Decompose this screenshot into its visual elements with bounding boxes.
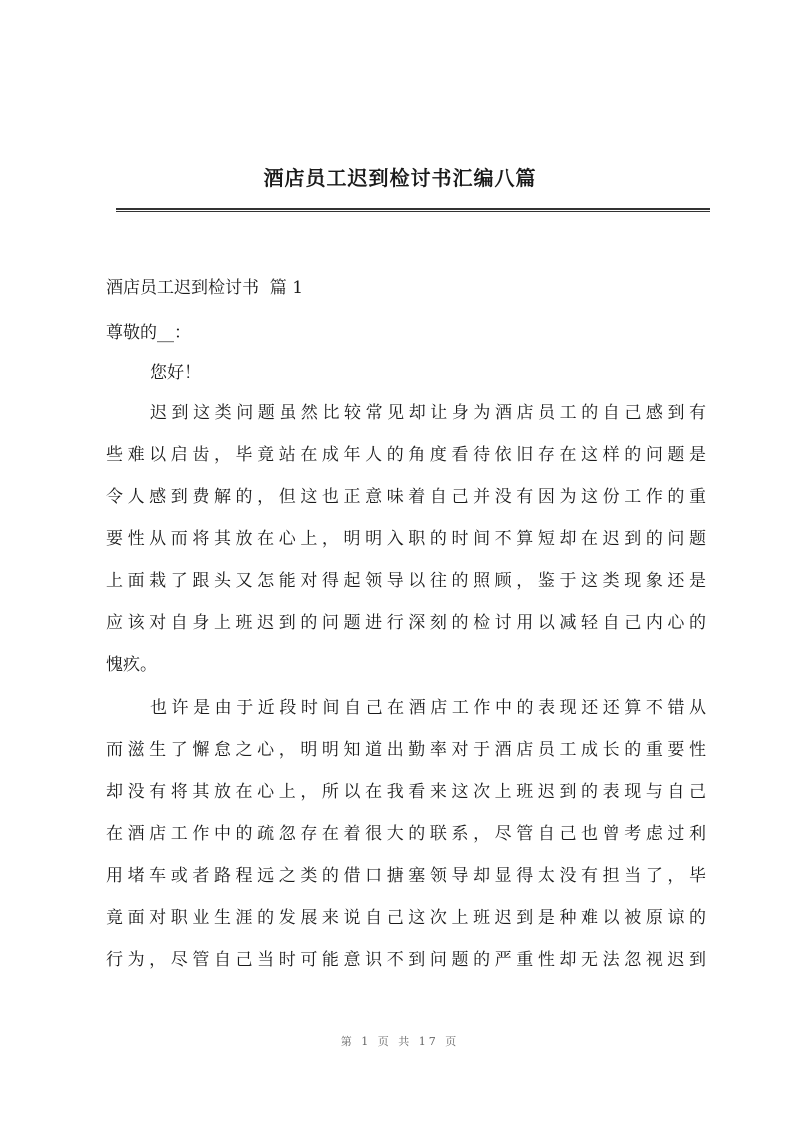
paragraph-2-line: 竟面对职业生涯的发展来说自己这次上班迟到是种难以被原谅的 [106,908,706,928]
page-number-footer: 第 1 页 共 17 页 [340,1035,460,1048]
paragraph-2-line: 在酒店工作中的疏忽存在着很大的联系，尽管自己也曾考虑过利 [106,824,706,844]
paragraph-1-line: 令人感到费解的，但这也正意味着自己并没有因为这份工作的重 [106,487,706,507]
salutation: 尊敬的__： [106,323,191,343]
title-divider [116,208,710,212]
paragraph-1-line: 要性从而将其放在心上，明明入职的时间不算短却在迟到的问题 [106,529,706,549]
paragraph-2-line: 行为，尽管自己当时可能意识不到问题的严重性却无法忽视迟到 [106,950,706,970]
page-title: 酒店员工迟到检讨书汇编八篇 [263,166,537,190]
paragraph-1-line: 迟到这类问题虽然比较常见却让身为酒店员工的自己感到有 [150,403,706,423]
paragraph-2-line: 而滋生了懈怠之心，明明知道出勤率对于酒店员工成长的重要性 [106,740,706,760]
greeting: 您好！ [150,363,201,383]
paragraph-1-line: 些难以启齿，毕竟站在成年人的角度看待依旧存在这样的问题是 [106,445,706,465]
paragraph-2-line: 用堵车或者路程远之类的借口搪塞领导却显得太没有担当了，毕 [106,866,706,886]
paragraph-1-line: 愧疚。 [106,655,157,675]
paragraph-1-line: 应该对自身上班迟到的问题进行深刻的检讨用以减轻自己内心的 [106,613,706,633]
section-heading: 酒店员工迟到检讨书 篇 1 [106,278,304,298]
paragraph-2-line: 却没有将其放在心上，所以在我看来这次上班迟到的表现与自己 [106,782,706,802]
paragraph-1-line: 上面栽了跟头又怎能对得起领导以往的照顾，鉴于这类现象还是 [106,571,706,591]
paragraph-2-line: 也许是由于近段时间自己在酒店工作中的表现还还算不错从 [150,698,706,718]
